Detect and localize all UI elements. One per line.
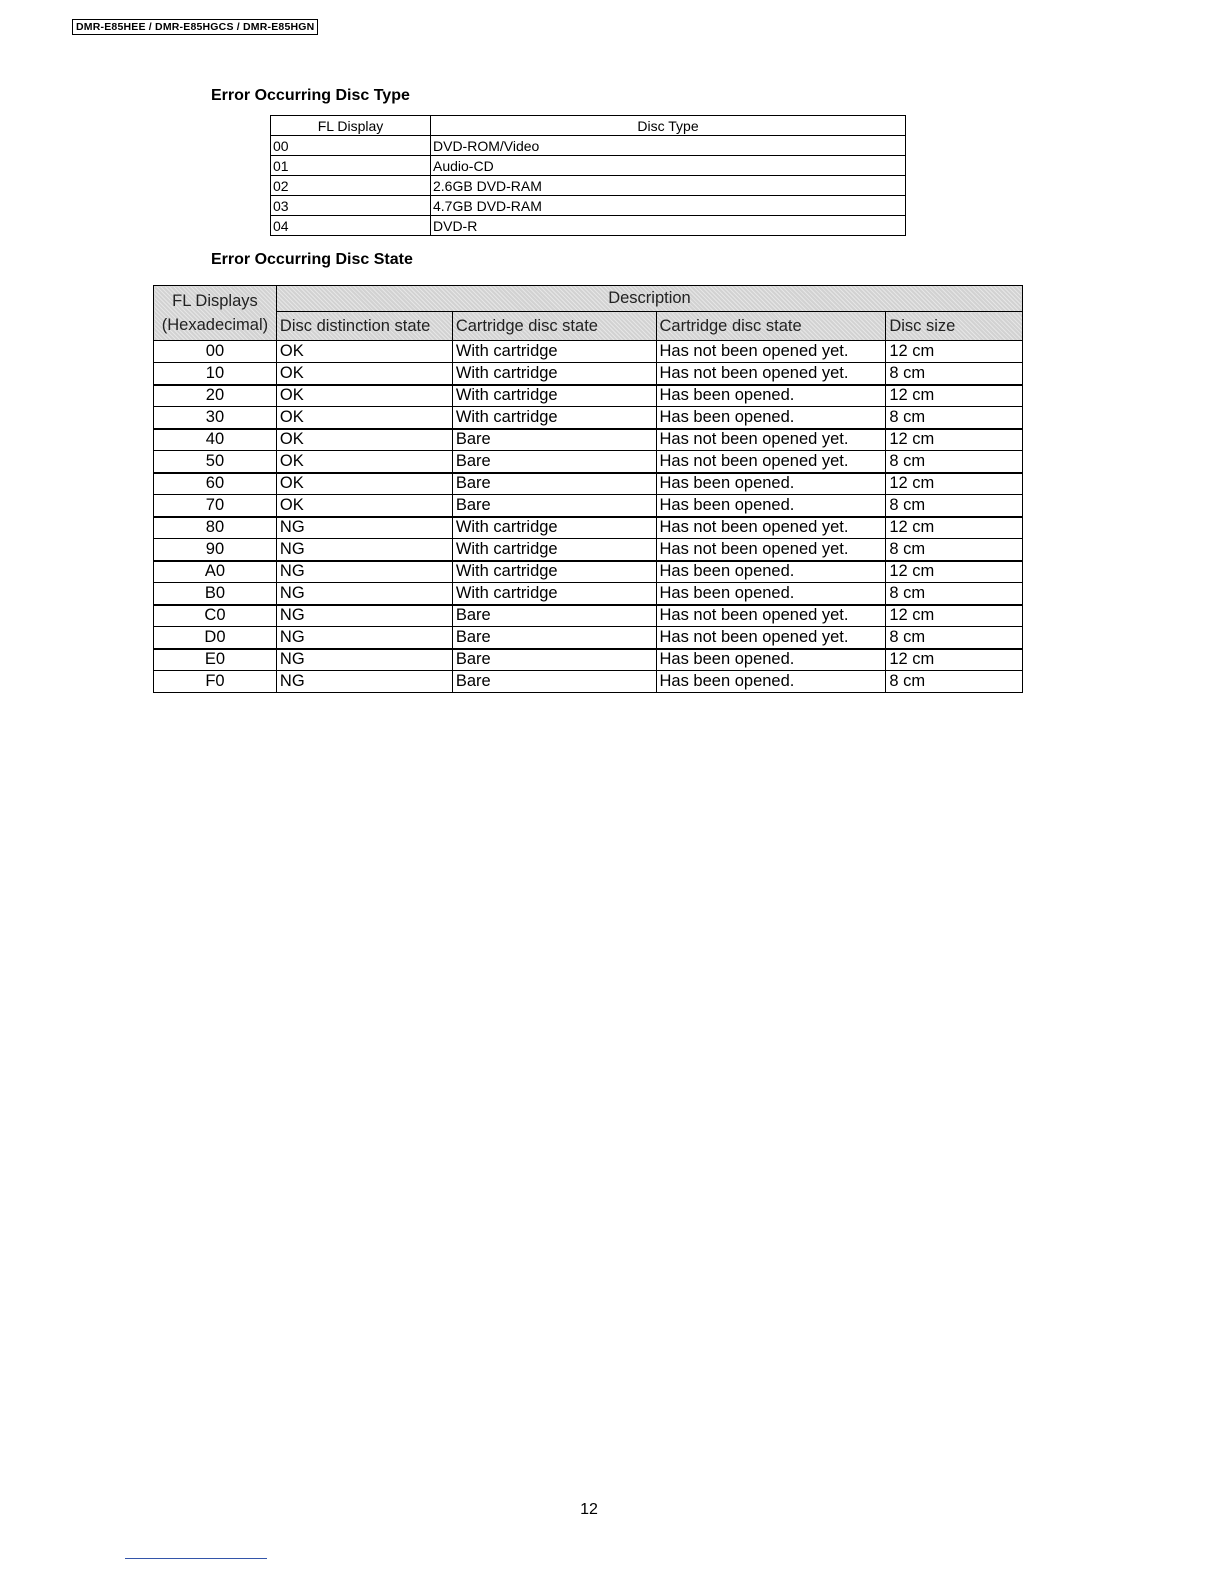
cartridge-cell: With cartridge — [452, 583, 656, 605]
disc-state-row — [154, 407, 1023, 429]
disc-state-header-row-1 — [154, 286, 1023, 312]
disc-state-row — [154, 495, 1023, 517]
fl-code-cell: A0 — [154, 561, 277, 583]
opened-state-cell: Has been opened. — [656, 583, 886, 605]
disc-state-row — [154, 627, 1023, 649]
disc-state-header-row-2 — [154, 312, 1023, 341]
fl-code-cell: B0 — [154, 583, 277, 605]
disc-type-header-row — [271, 116, 906, 136]
fl-code-cell: 70 — [154, 495, 277, 517]
fl-code-cell: D0 — [154, 627, 277, 649]
fl-code-cell: 20 — [154, 385, 277, 407]
fl-code-cell: 80 — [154, 517, 277, 539]
disc-state-row — [154, 649, 1023, 671]
disc-distinction-cell: OK — [276, 495, 452, 517]
disc-size-cell: 8 cm — [886, 539, 1023, 561]
opened-state-cell: Has been opened. — [656, 385, 886, 407]
cartridge-cell: Bare — [452, 605, 656, 627]
fl-display-cell: 03 — [271, 196, 431, 216]
fl-code-cell: C0 — [154, 605, 277, 627]
disc-size-cell: 12 cm — [886, 473, 1023, 495]
disc-size-cell: 8 cm — [886, 451, 1023, 473]
fl-display-header: FL Display — [271, 116, 431, 136]
opened-state-cell: Has been opened. — [656, 671, 886, 693]
opened-state-cell: Has not been opened yet. — [656, 363, 886, 385]
disc-size-cell: 8 cm — [886, 583, 1023, 605]
cartridge-cell: Bare — [452, 429, 656, 451]
opened-state-cell: Has not been opened yet. — [656, 341, 886, 363]
disc-size-cell: 12 cm — [886, 429, 1023, 451]
disc-type-cell: 2.6GB DVD-RAM — [431, 176, 906, 196]
fl-display-cell: 04 — [271, 216, 431, 236]
disc-state-row — [154, 429, 1023, 451]
opened-state-cell: Has been opened. — [656, 473, 886, 495]
cartridge-cell: Bare — [452, 627, 656, 649]
opened-state-cell: Has been opened. — [656, 407, 886, 429]
disc-distinction-cell: OK — [276, 429, 452, 451]
disc-type-title: Error Occurring Disc Type — [211, 87, 410, 104]
cartridge-cell: With cartridge — [452, 561, 656, 583]
cartridge-cell: Bare — [452, 451, 656, 473]
fl-code-cell: 00 — [154, 341, 277, 363]
opened-state-cell: Has not been opened yet. — [656, 539, 886, 561]
disc-type-row — [271, 156, 906, 176]
disc-type-cell: 4.7GB DVD-RAM — [431, 196, 906, 216]
disc-state-row — [154, 583, 1023, 605]
disc-state-row — [154, 561, 1023, 583]
disc-state-row — [154, 451, 1023, 473]
opened-state-cell: Has not been opened yet. — [656, 517, 886, 539]
opened-state-cell: Has been opened. — [656, 561, 886, 583]
disc-type-row — [271, 176, 906, 196]
disc-distinction-header: Disc distinction state — [276, 312, 452, 341]
fl-code-cell: 10 — [154, 363, 277, 385]
fl-code-cell: 30 — [154, 407, 277, 429]
disc-state-row — [154, 605, 1023, 627]
opened-state-cell: Has been opened. — [656, 649, 886, 671]
disc-state-row — [154, 671, 1023, 693]
description-header: Description — [276, 286, 1022, 312]
disc-distinction-cell: NG — [276, 649, 452, 671]
disc-distinction-cell: NG — [276, 627, 452, 649]
disc-distinction-cell: OK — [276, 363, 452, 385]
opened-state-cell: Has not been opened yet. — [656, 627, 886, 649]
disc-size-cell: 12 cm — [886, 649, 1023, 671]
disc-size-cell: 8 cm — [886, 627, 1023, 649]
disc-state-row — [154, 341, 1023, 363]
disc-distinction-cell: OK — [276, 385, 452, 407]
disc-distinction-cell: OK — [276, 407, 452, 429]
disc-size-cell: 8 cm — [886, 407, 1023, 429]
cartridge-cell: Bare — [452, 671, 656, 693]
disc-size-cell: 12 cm — [886, 605, 1023, 627]
opened-state-cell: Has not been opened yet. — [656, 451, 886, 473]
disc-state-row — [154, 539, 1023, 561]
fl-code-cell: 90 — [154, 539, 277, 561]
disc-size-cell: 8 cm — [886, 671, 1023, 693]
cartridge-cell: With cartridge — [452, 407, 656, 429]
cartridge-disc-state-header-2: Cartridge disc state — [656, 312, 886, 341]
disc-size-cell: 12 cm — [886, 561, 1023, 583]
disc-state-title: Error Occurring Disc State — [211, 251, 413, 268]
disc-distinction-cell: OK — [276, 451, 452, 473]
fl-display-cell: 01 — [271, 156, 431, 176]
fl-displays-header-line2: (Hexadecimal) — [161, 316, 269, 334]
disc-distinction-cell: NG — [276, 671, 452, 693]
disc-size-cell: 12 cm — [886, 385, 1023, 407]
fl-code-cell: 60 — [154, 473, 277, 495]
footer-rule — [125, 1558, 267, 1559]
disc-state-row — [154, 517, 1023, 539]
fl-code-cell: E0 — [154, 649, 277, 671]
opened-state-cell: Has been opened. — [656, 495, 886, 517]
cartridge-cell: Bare — [452, 473, 656, 495]
disc-type-cell: DVD-ROM/Video — [431, 136, 906, 156]
cartridge-cell: With cartridge — [452, 517, 656, 539]
cartridge-cell: With cartridge — [452, 363, 656, 385]
cartridge-cell: With cartridge — [452, 385, 656, 407]
opened-state-cell: Has not been opened yet. — [656, 605, 886, 627]
disc-size-cell: 12 cm — [886, 341, 1023, 363]
fl-displays-header-line1: FL Displays — [172, 292, 258, 310]
cartridge-cell: With cartridge — [452, 539, 656, 561]
opened-state-cell: Has not been opened yet. — [656, 429, 886, 451]
disc-type-cell: DVD-R — [431, 216, 906, 236]
disc-state-table — [153, 285, 1023, 693]
disc-state-row — [154, 385, 1023, 407]
disc-distinction-cell: NG — [276, 605, 452, 627]
disc-type-row — [271, 136, 906, 156]
disc-size-cell: 8 cm — [886, 363, 1023, 385]
disc-distinction-cell: OK — [276, 341, 452, 363]
disc-type-cell: Audio-CD — [431, 156, 906, 176]
fl-code-cell: F0 — [154, 671, 277, 693]
model-header: DMR-E85HEE / DMR-E85HGCS / DMR-E85HGN — [72, 19, 318, 35]
disc-type-table — [270, 115, 906, 236]
page-number: 12 — [580, 1501, 598, 1518]
fl-code-cell: 50 — [154, 451, 277, 473]
disc-distinction-cell: NG — [276, 517, 452, 539]
disc-size-cell: 8 cm — [886, 495, 1023, 517]
disc-distinction-cell: OK — [276, 473, 452, 495]
cartridge-cell: With cartridge — [452, 341, 656, 363]
fl-displays-header — [154, 286, 277, 341]
disc-state-row — [154, 473, 1023, 495]
fl-display-cell: 02 — [271, 176, 431, 196]
disc-state-row — [154, 363, 1023, 385]
disc-size-header: Disc size — [886, 312, 1023, 341]
disc-distinction-cell: NG — [276, 583, 452, 605]
cartridge-cell: Bare — [452, 495, 656, 517]
disc-type-header: Disc Type — [431, 116, 906, 136]
disc-distinction-cell: NG — [276, 561, 452, 583]
disc-type-row — [271, 196, 906, 216]
disc-size-cell: 12 cm — [886, 517, 1023, 539]
fl-code-cell: 40 — [154, 429, 277, 451]
disc-type-row — [271, 216, 906, 236]
cartridge-disc-state-header: Cartridge disc state — [452, 312, 656, 341]
fl-display-cell: 00 — [271, 136, 431, 156]
disc-distinction-cell: NG — [276, 539, 452, 561]
cartridge-cell: Bare — [452, 649, 656, 671]
